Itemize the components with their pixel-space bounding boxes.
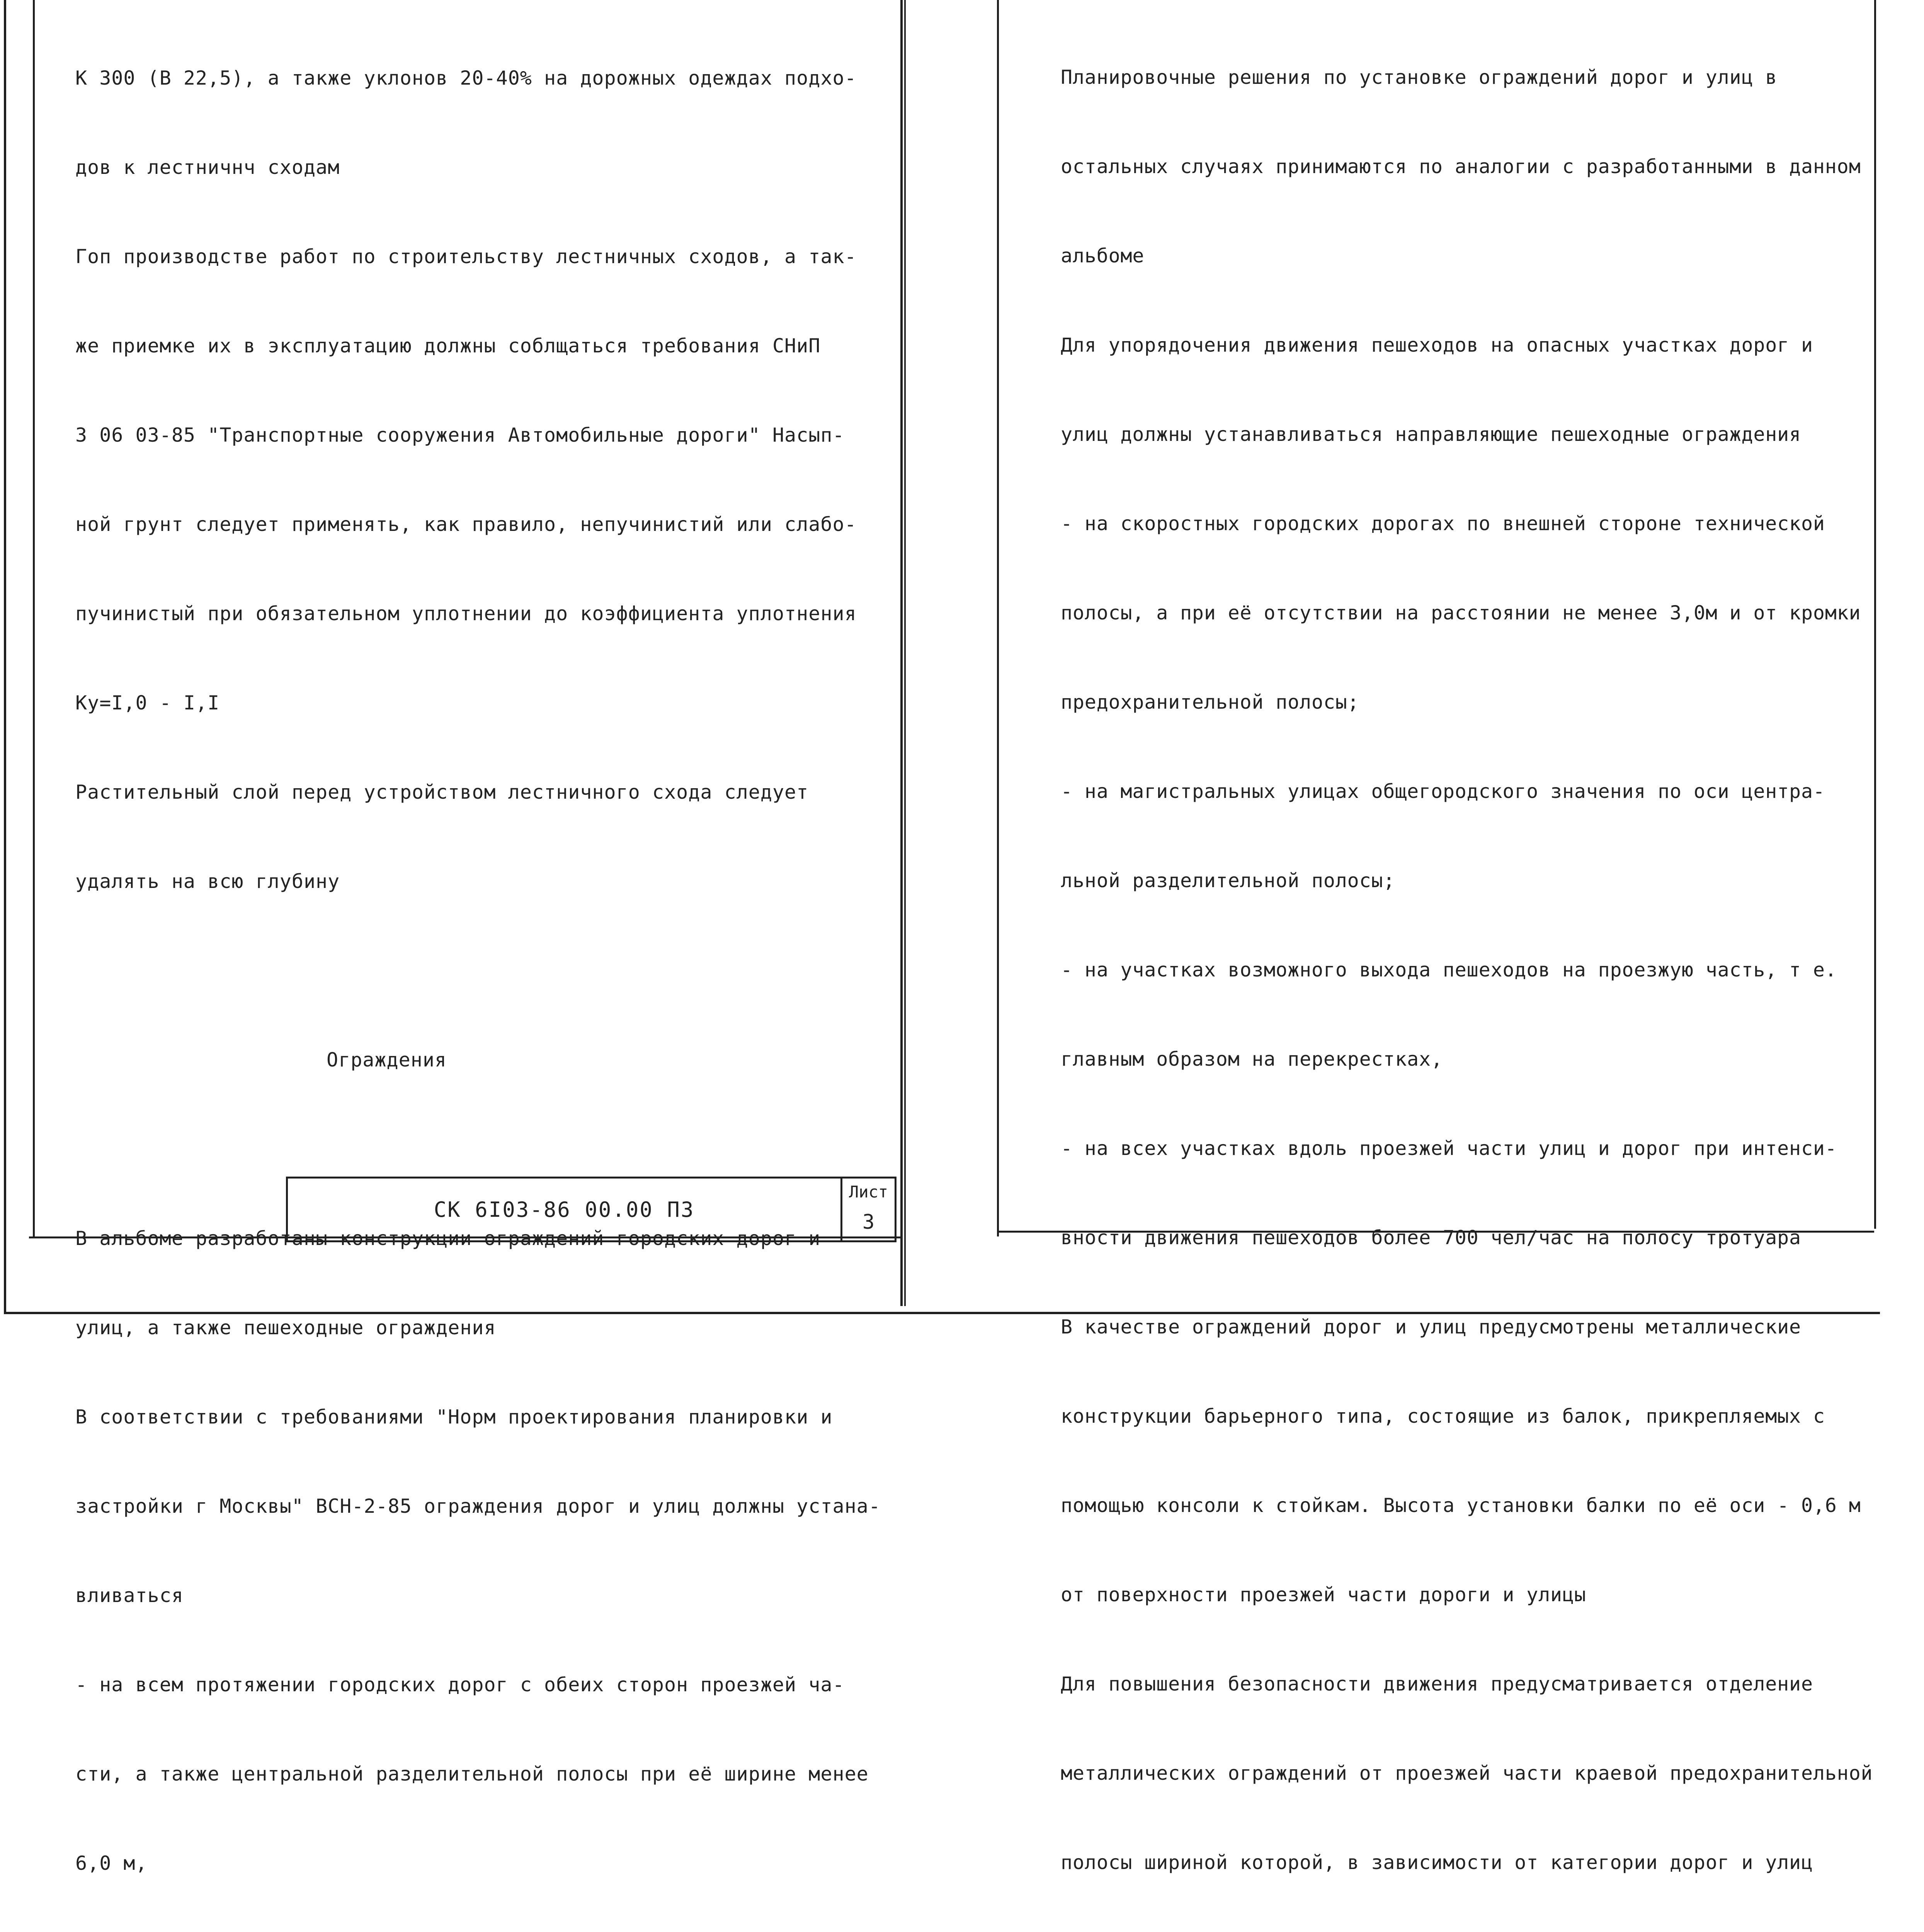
- left-page: [8, 4, 902, 1874]
- right-line-3: альбоме: [1061, 245, 1145, 267]
- right-line-14: вности движения пешеходов более 700 чел/час на полосу тротуара: [1061, 1226, 1801, 1249]
- left-sheet-box: [842, 1177, 897, 1242]
- right-line-19: Для повышения безопасности движения предусматривается отделение: [1061, 1673, 1813, 1695]
- left-line-9: Растительный слой перед устройством лестничного схода следует: [75, 781, 809, 803]
- left-sheet-label: Лист: [849, 1182, 888, 1201]
- left-line-15: улиц, а также пешеходные ограждения: [75, 1316, 496, 1339]
- left-line-6: ной грунт следует применять, как правило, непучинистий или слабо-: [75, 513, 857, 536]
- left-title-block: [286, 1177, 842, 1242]
- left-sheet-number: 3: [862, 1211, 875, 1234]
- section-heading: Ограждения: [327, 1049, 447, 1071]
- outer-left-border: [4, 0, 6, 1314]
- right-line-7: полосы, а при её отсутствии на расстоянии не менее 3,0м и от кромки: [1061, 602, 1861, 624]
- left-page-text: [75, 4, 902, 1932]
- right-line-17: помощью консоли к стойкам. Высота установки балки по её оси - 0,6 м: [1061, 1494, 1861, 1517]
- right-line-20: металлических ограждений от проезжей части краевой предохранительной: [1061, 1762, 1873, 1784]
- right-line-9: - на магистральных улицах общегородского значения по оси центра-: [1061, 780, 1825, 803]
- right-line-21: полосы шириной которой, в зависимости от категории дорог и улиц: [1061, 1851, 1813, 1874]
- left-line-11: [75, 956, 902, 986]
- right-line-18: от поверхности проезжей части дороги и улицы: [1061, 1583, 1586, 1606]
- left-line-14: В альбоме разработаны конструкции ограждений городских дорог и: [75, 1227, 821, 1250]
- right-line-8: предохранительной полосы;: [1061, 691, 1359, 713]
- right-line-10: льной разделительной полосы;: [1061, 869, 1395, 892]
- left-line-4: же приемке их в эксплуатацию должны соблщаться требования СНиП: [75, 335, 821, 357]
- right-line-4: Для упорядочения движения пешеходов на опасных участках дорог и: [1061, 334, 1813, 356]
- right-line-11: - на участках возможного выхода пешеходов на проезжую часть, т е.: [1061, 959, 1837, 981]
- left-line-21: 6,0 м,: [75, 1852, 148, 1874]
- left-line-18: вливаться: [75, 1584, 184, 1607]
- right-line-2: остальных случаях принимаются по аналогии с разработанными в данном: [1061, 155, 1861, 178]
- left-line-17: застройки г Москвы" ВСН-2-85 ограждения дорог и улиц должны устана-: [75, 1495, 881, 1517]
- left-line-3: Гоп производстве работ по строительству лестничных сходов, а так-: [75, 245, 857, 268]
- left-line-7: пучинистый при обязательном уплотнении до коэффициента уплотнения: [75, 602, 857, 625]
- left-line-1: К 300 (В 22,5), а также уклонов 20-40% на дорожных одеждах подхо-: [75, 67, 857, 89]
- right-page-text: [1061, 3, 1874, 1932]
- right-line-1: Планировочные решения по установке ограждений дорог и улиц в: [1061, 66, 1778, 88]
- left-line-20: сти, а также центральной разделительной полосы при её ширине менее: [75, 1763, 869, 1785]
- left-line-2: дов к лестничнч сходам: [75, 156, 340, 179]
- right-line-16: конструкции барьерного типа, состоящие из балок, прикрепляемых с: [1061, 1405, 1825, 1427]
- left-line-13: [75, 1134, 902, 1164]
- right-line-15: В качестве ограждений дорог и улиц предусмотрены металлические: [1061, 1316, 1801, 1338]
- left-line-16: В соответствии с требованиями "Норм проектирования планировки и: [75, 1406, 833, 1428]
- right-page: [999, 3, 1874, 1874]
- right-line-13: - на всех участках вдоль проезжей части улиц и дорог при интенси-: [1061, 1137, 1837, 1160]
- right-line-5: улиц должны устанавливаться направляющие пешеходные ограждения: [1061, 423, 1801, 446]
- right-line-12: главным образом на перекрестках,: [1061, 1048, 1443, 1070]
- left-document-code: СК 6I03-86 00.00 ПЗ: [434, 1197, 695, 1222]
- left-line-10: удалять на всю глубину: [75, 870, 340, 893]
- right-right-border: [1874, 0, 1876, 1229]
- right-line-6: - на скоростных городских дорогах по внешней стороне технической: [1061, 512, 1825, 535]
- left-line-19: - на всем протяжении городских дорог с обеих сторон проезжей ча-: [75, 1673, 845, 1696]
- left-line-5: 3 06 03-85 "Транспортные сооружения Автомобильные дороги" Насып-: [75, 424, 845, 446]
- left-line-8: Ку=I,0 - I,I: [75, 692, 220, 714]
- center-divider-right: [904, 0, 906, 1306]
